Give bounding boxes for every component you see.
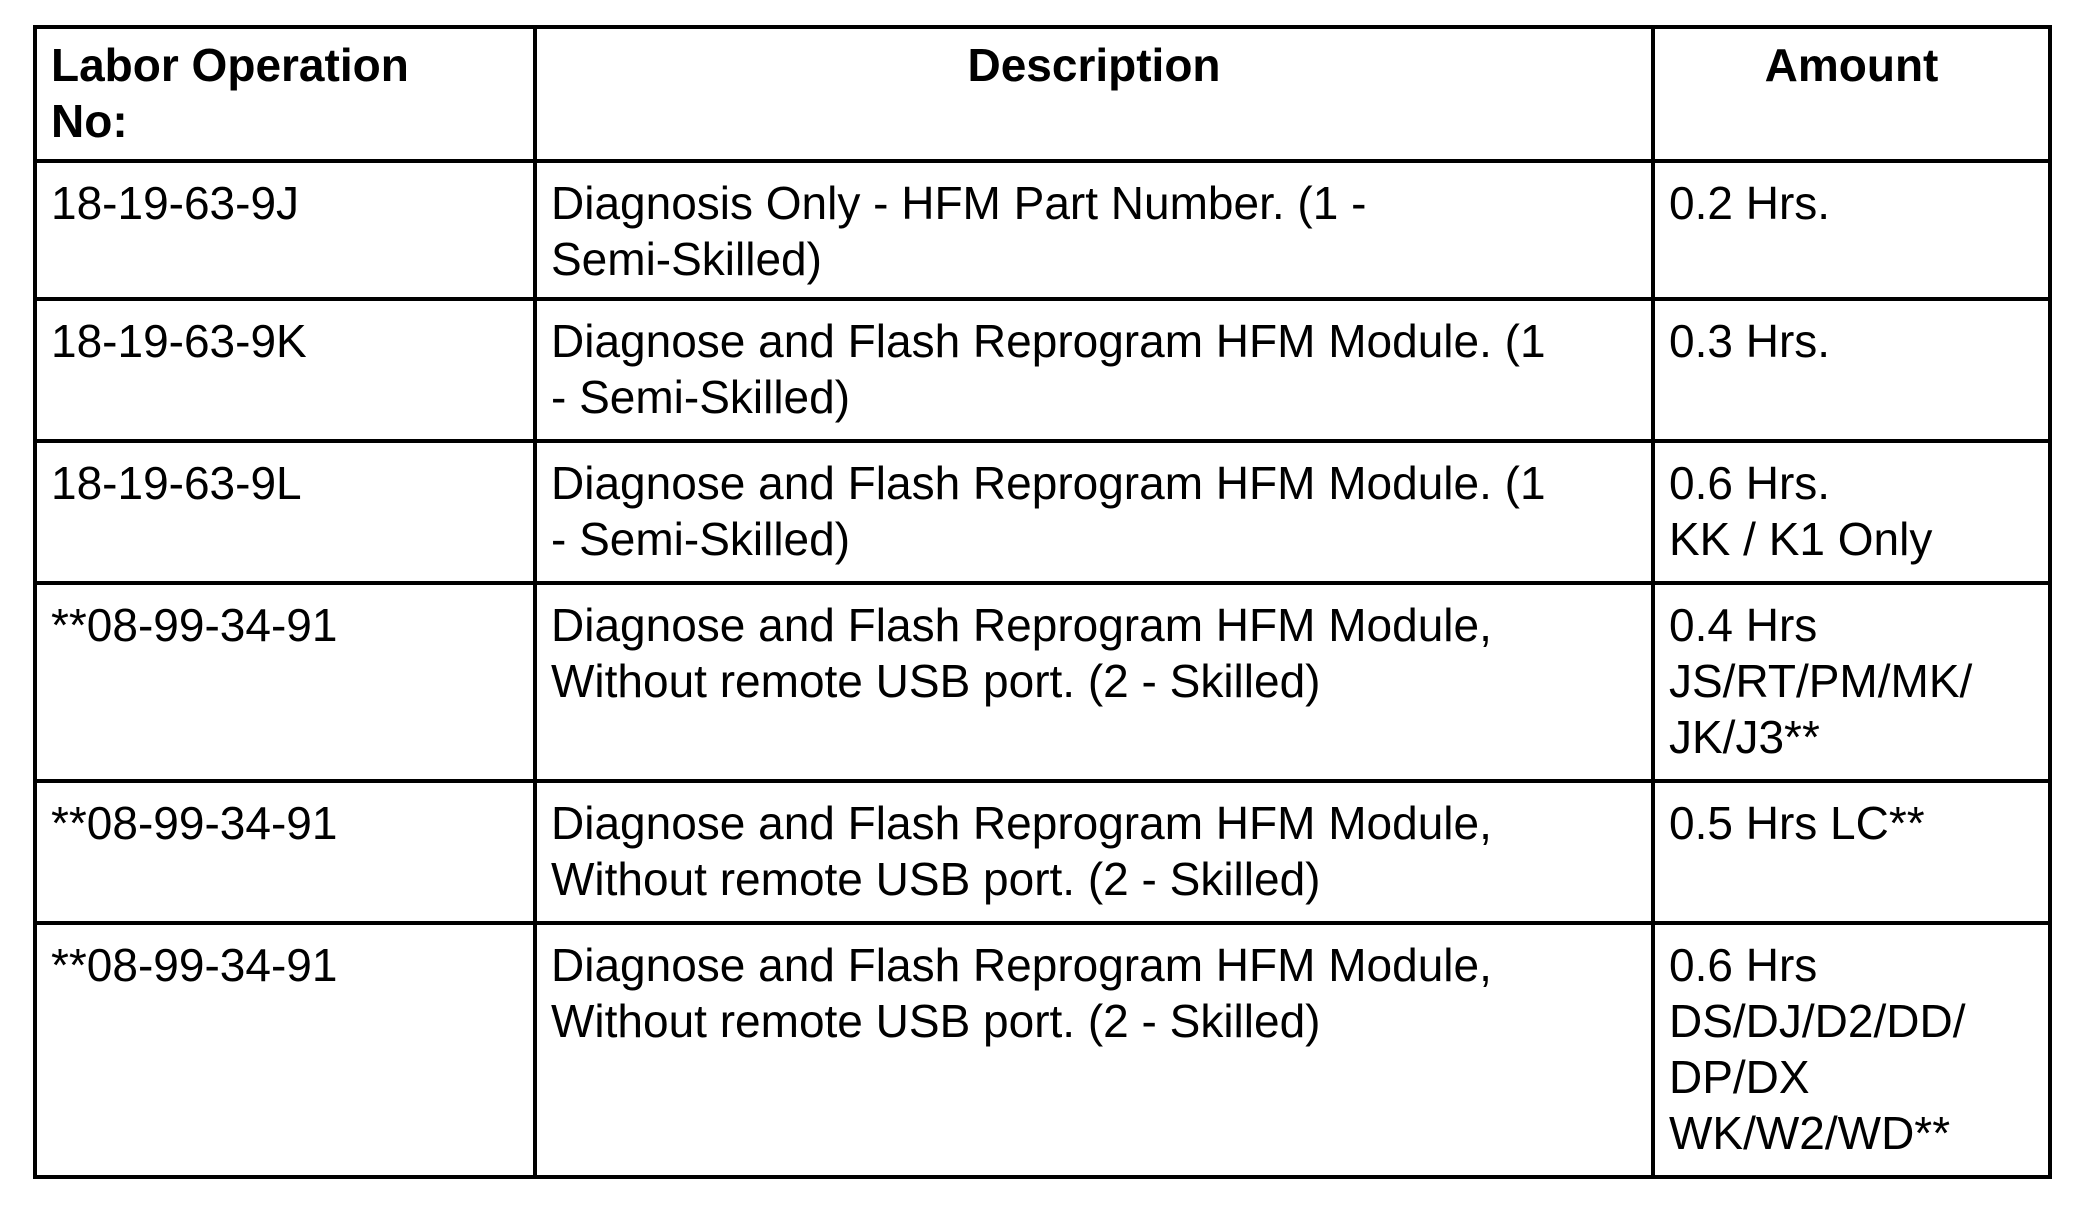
amount-cell: 0.2 Hrs. bbox=[1653, 161, 2050, 299]
table-header-row bbox=[35, 27, 2050, 161]
amount-cell: 0.6 Hrs. KK / K1 Only bbox=[1653, 441, 2050, 583]
description-cell: Diagnose and Flash Reprogram HFM Module, Without remote USB port. (2 - Skilled) bbox=[535, 781, 1653, 923]
labor-op-cell: 18-19-63-9J bbox=[35, 161, 535, 299]
labor-operations-table bbox=[33, 25, 2052, 1179]
labor-op-cell: **08-99-34-91 bbox=[35, 781, 535, 923]
labor-op-cell: **08-99-34-91 bbox=[35, 923, 535, 1177]
table-row bbox=[35, 299, 2050, 441]
labor-op-cell: **08-99-34-91 bbox=[35, 583, 535, 781]
amount-cell: 0.3 Hrs. bbox=[1653, 299, 2050, 441]
description-cell: Diagnose and Flash Reprogram HFM Module. (1 - Semi-Skilled) bbox=[535, 441, 1653, 583]
table-row bbox=[35, 781, 2050, 923]
amount-cell: 0.4 Hrs JS/RT/PM/MK/ JK/J3** bbox=[1653, 583, 2050, 781]
amount-cell: 0.5 Hrs LC** bbox=[1653, 781, 2050, 923]
table-row bbox=[35, 161, 2050, 299]
labor-op-cell: 18-19-63-9L bbox=[35, 441, 535, 583]
header-labor-operation: Labor Operation No: bbox=[35, 27, 535, 161]
table-row bbox=[35, 441, 2050, 583]
table-row bbox=[35, 583, 2050, 781]
labor-op-cell: 18-19-63-9K bbox=[35, 299, 535, 441]
table-row bbox=[35, 923, 2050, 1177]
header-amount: Amount bbox=[1653, 27, 2050, 161]
description-cell: Diagnose and Flash Reprogram HFM Module, Without remote USB port. (2 - Skilled) bbox=[535, 923, 1653, 1177]
description-cell: Diagnosis Only - HFM Part Number. (1 - Semi-Skilled) bbox=[535, 161, 1653, 299]
header-description: Description bbox=[535, 27, 1653, 161]
description-cell: Diagnose and Flash Reprogram HFM Module, Without remote USB port. (2 - Skilled) bbox=[535, 583, 1653, 781]
description-cell: Diagnose and Flash Reprogram HFM Module. (1 - Semi-Skilled) bbox=[535, 299, 1653, 441]
amount-cell: 0.6 Hrs DS/DJ/D2/DD/ DP/DX WK/W2/WD** bbox=[1653, 923, 2050, 1177]
